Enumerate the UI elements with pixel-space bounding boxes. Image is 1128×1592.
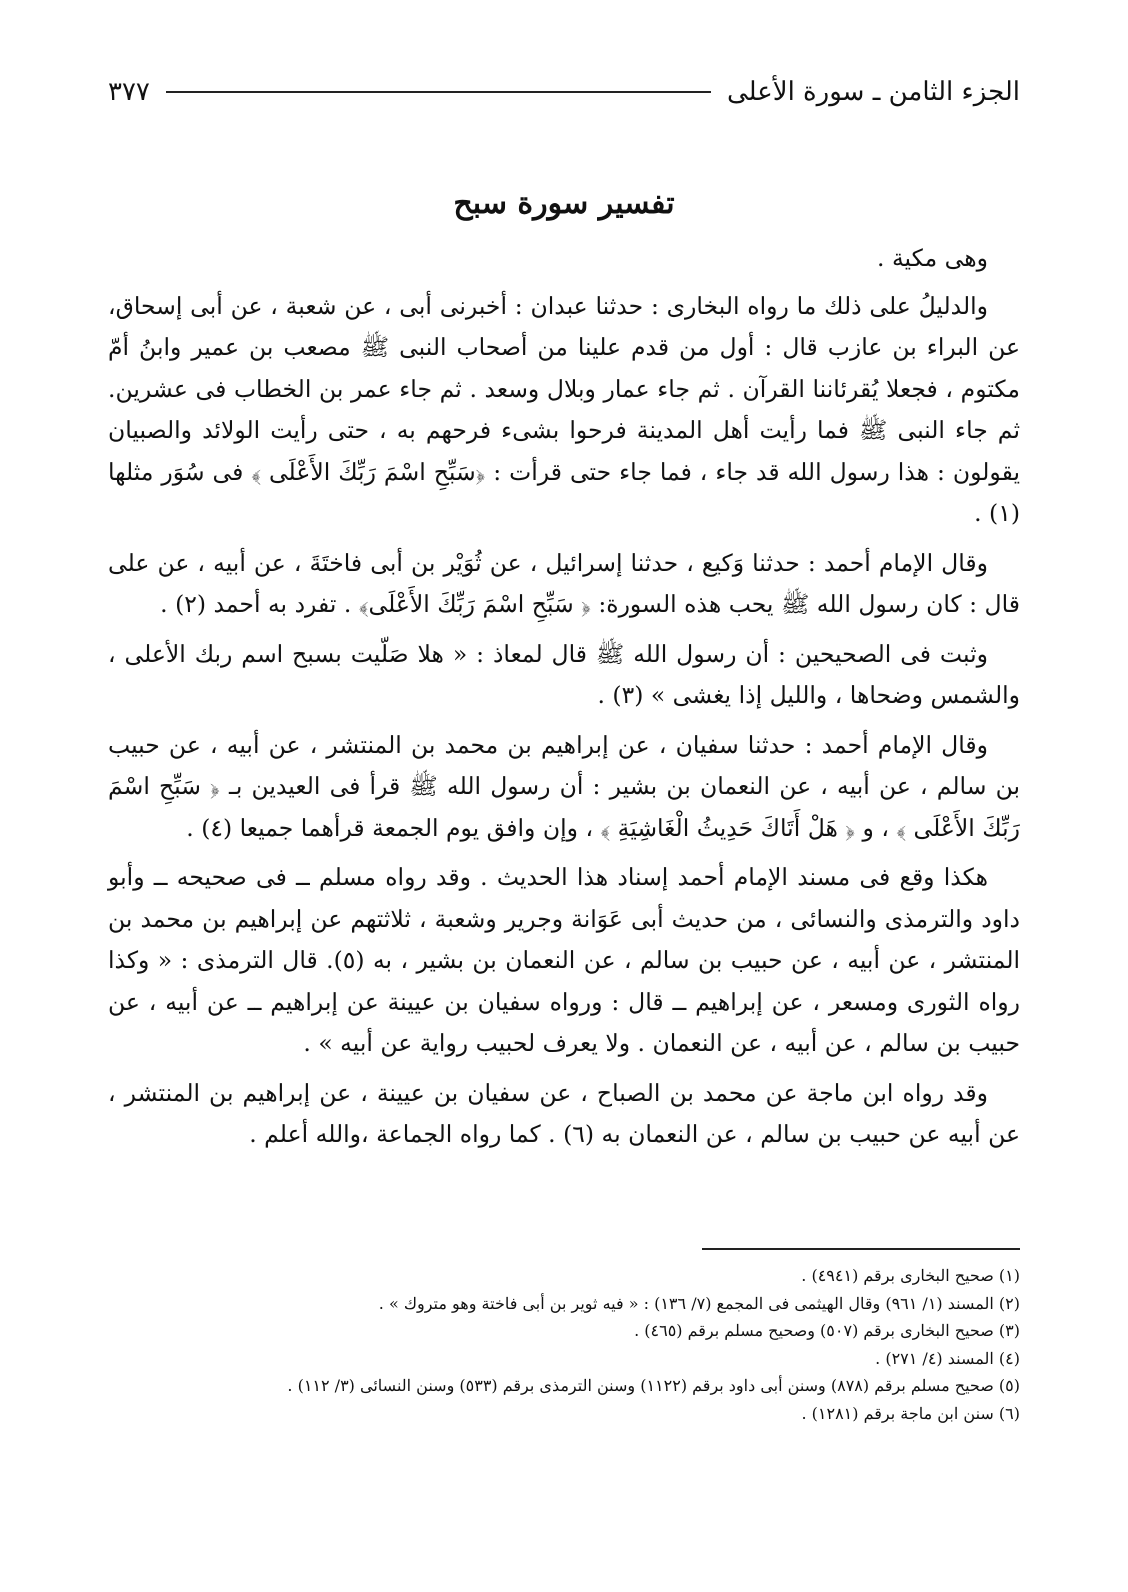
footnote: (٣) صحيح البخارى برقم (٥٠٧) وصحيح مسلم برقم (٤٦٥) . [634,1321,1020,1340]
footnotes [108,1262,1020,1427]
paragraph: هكذا وقع فى مسند الإمام أحمد إسناد هذا الحديث . وقد رواه مسلم ــ فى صحيحه ــ وأبو داود والترمذى والنسائى ، من حديث أبى عَوَانة وجرير وشعبة ، ثلاثتهم عن إبراهيم بن محمد بن المنتشر ، عن أبيه ، عن حبيب بن سالم ، عن النعمان بن بشير ، به (٥). قال الترمذى : « وكذا رواه الثورى ومسعر ، عن إبراهيم ــ قال : ورواه سفيان بن عيينة عن إبراهيم ــ عن أبيه ، عن حبيب بن سالم ، عن أبيه ، عن النعمان . ولا يعرف لحبيب رواية عن أبيه » . [108,863,1021,1057]
body-text [108,238,1020,1164]
running-title: الجزء الثامن ـ سورة الأعلى [726,77,1020,107]
paragraph: وقال الإمام أحمد : حدثنا سفيان ، عن إبراهيم بن محمد بن المنتشر ، عن أبيه ، عن حبيب بن سالم ، عن أبيه ، عن النعمان بن بشير : أن رسول الله ﷺ قرأ فى العيدين بـ ﴿ سَبِّحِ اسْمَ رَبِّكَ الأَعْلَى ﴾ ، و ﴿ هَلْ أَتَاكَ حَدِيثُ الْغَاشِيَةِ ﴾ ، وإن وافق يوم الجمعة قرأهما جميعا (٤) . [108,730,1020,842]
page-number: ٣٧٧ [108,77,150,107]
chapter-title: تفسير سورة سبح [453,186,675,221]
footnote-rule [702,1248,1020,1250]
footnote: (٤) المسند (٤/ ٢٧١) . [875,1348,1020,1368]
footnote: (١) صحيح البخارى برقم (٤٩٤١) . [801,1266,1020,1285]
footnote: (٥) صحيح مسلم برقم (٨٧٨) وسنن أبى داود برقم (١١٢٢) وسنن الترمذى برقم (٥٣٣) وسنن النسائى (٣/ ١١٢) . [287,1376,1020,1395]
paragraph: والدليلُ على ذلك ما رواه البخارى : حدثنا عبدان : أخبرنى أبى ، عن شعبة ، عن أبى إسحاق، عن البراء بن عازب قال : أول من قدم علينا من أصحاب النبى ﷺ مصعب بن عمير وابنُ أمّ مكتوم ، فجعلا يُقرئاننا القرآن . ثم جاء عمار وبلال وسعد . ثم جاء عمر بن الخطاب فى عشرين. ثم جاء النبى ﷺ فما رأيت أهل المدينة فرحوا بشىء فرحهم به ، حتى رأيت الولائد والصبيان يقولون : هذا رسول الله قد جاء ، فما جاء حتى قرأت : ﴿سَبِّحِ اسْمَ رَبِّكَ الأَعْلَى ﴾ فى سُوَر مثلها (١) . [108,291,1020,527]
paragraph: وقد رواه ابن ماجة عن محمد بن الصباح ، عن سفيان بن عيينة ، عن إبراهيم بن المنتشر ، عن أبيه عن حبيب بن سالم ، عن النعمان به (٦) . كما رواه الجماعة ،والله أعلم . [108,1078,1020,1148]
footnote: (٦) سنن ابن ماجة برقم (١٢٨١) . [801,1403,1020,1423]
paragraph: وقال الإمام أحمد : حدثنا وَكيع ، حدثنا إسرائيل ، عن ثُوَيْر بن أبى فاختَةَ ، عن أبيه ، عن على قال : كان رسول الله ﷺ يحب هذه السورة: ﴿ سَبِّحِ اسْمَ رَبِّكَ الأَعْلَى﴾ . تفرد به أحمد (٢) . [108,548,1020,618]
header-rule [166,91,711,93]
footnote: (٢) المسند (١/ ٩٦١) وقال الهيثمى فى المجمع (٧/ ١٣٦) : « فيه ثوير بن أبى فاختة وهو متروك » . [378,1293,1020,1313]
running-header [108,72,1020,112]
paragraph: وهى مكية . [877,244,988,272]
paragraph: وثبت فى الصحيحين : أن رسول الله ﷺ قال لمعاذ : « هلا صَلّيت بسبح اسم ربك الأعلى ، والشمس وضحاها ، والليل إذا يغشى » (٣) . [108,639,1020,709]
